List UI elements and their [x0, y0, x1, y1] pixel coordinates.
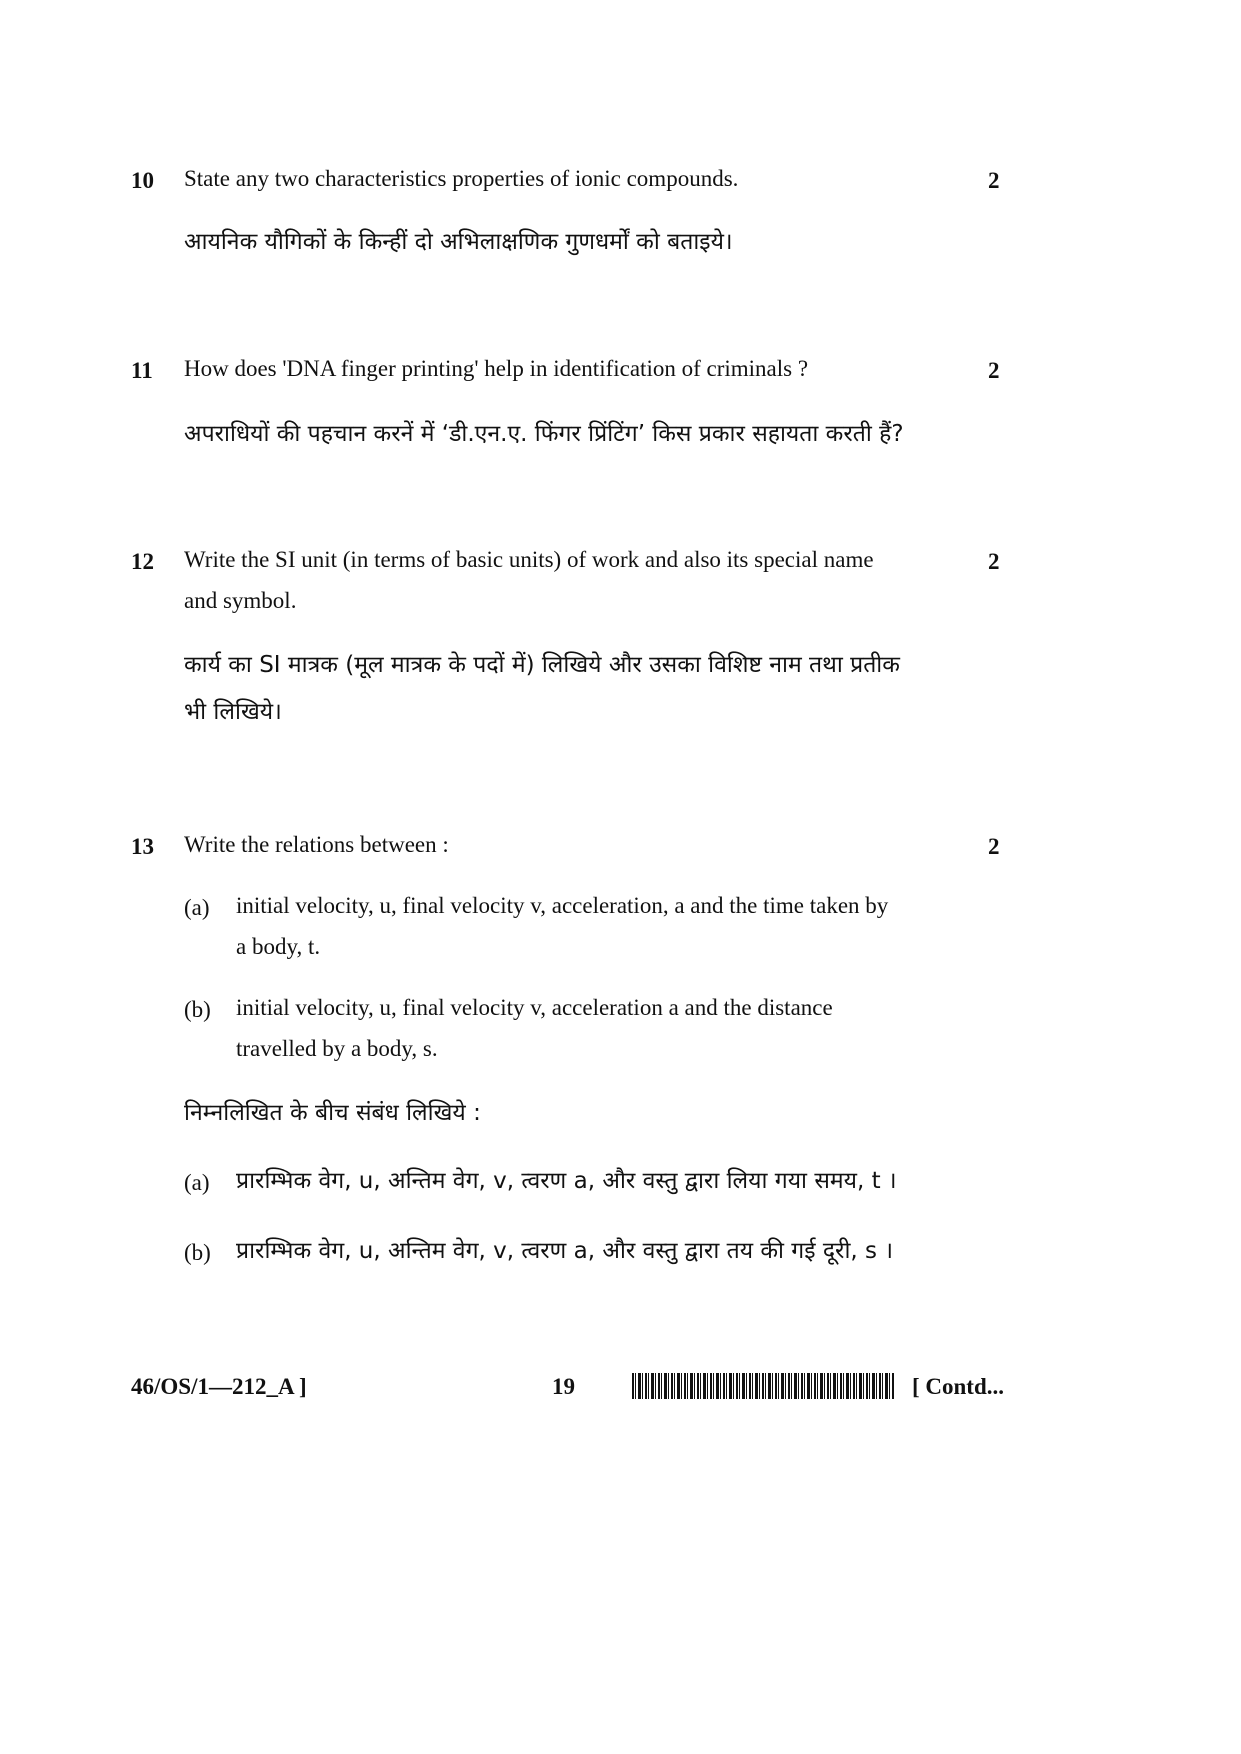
question-13-part-a-label: (a): [184, 895, 210, 920]
question-12-hindi-line2: भी लिखिये।: [184, 699, 282, 725]
question-13-number: 13: [131, 834, 154, 859]
question-13-part-a-line2: a body, t.: [236, 934, 321, 959]
question-11-number: 11: [131, 358, 153, 383]
question-10-marks: 2: [988, 168, 1000, 193]
question-12-number: 12: [131, 549, 154, 574]
question-11-hindi: अपराधियों की पहचान करनें में ‘डी.एन.ए. फिंगर प्रिंटिंग’ किस प्रकार सहायता करती हैं?: [184, 421, 904, 447]
barcode-image: [632, 1373, 894, 1399]
question-13-hindi-part-a: प्रारम्भिक वेग, u, अन्तिम वेग, v, त्वरण a, और वस्तु द्वारा लिया गया समय, t ।: [236, 1168, 897, 1194]
question-13-part-b-line2: travelled by a body, s.: [236, 1036, 438, 1061]
question-12-text-line2: and symbol.: [184, 588, 297, 613]
question-10-text: State any two characteristics properties of ionic compounds.: [184, 166, 739, 191]
question-13-part-a-line1: initial velocity, u, final velocity v, acceleration, a and the time taken by: [236, 893, 889, 918]
continued-label: [ Contd...: [912, 1374, 1005, 1399]
question-12-hindi-line1: कार्य का SI मात्रक (मूल मात्रक के पदों में) लिखिये और उसका विशिष्ट नाम तथा प्रतीक: [184, 652, 900, 678]
question-13-part-b-line1: initial velocity, u, final velocity v, acceleration a and the distance: [236, 995, 833, 1020]
question-13-hindi-part-b: प्रारम्भिक वेग, u, अन्तिम वेग, v, त्वरण a, और वस्तु द्वारा तय की गई दूरी, s ।: [236, 1238, 894, 1264]
question-13-hindi: निम्नलिखित के बीच संबंध लिखिये :: [184, 1100, 481, 1126]
question-11-text: How does 'DNA finger printing' help in identification of criminals ?: [184, 356, 809, 381]
question-10-number: 10: [131, 168, 154, 193]
question-11-marks: 2: [988, 358, 1000, 383]
paper-code: 46/OS/1—212_A ]: [131, 1374, 307, 1399]
question-13-hindi-part-b-label: (b): [184, 1240, 211, 1265]
question-12-text-line1: Write the SI unit (in terms of basic units) of work and also its special name: [184, 547, 874, 572]
page-number: 19: [552, 1374, 575, 1399]
question-13-part-b-label: (b): [184, 997, 211, 1022]
question-13-marks: 2: [988, 834, 1000, 859]
question-13-text: Write the relations between :: [184, 832, 449, 857]
question-10-hindi: आयनिक यौगिकों के किन्हीं दो अभिलाक्षणिक गुणधर्मों को बताइये।: [184, 229, 733, 255]
question-12-marks: 2: [988, 549, 1000, 574]
question-13-hindi-part-a-label: (a): [184, 1170, 210, 1195]
